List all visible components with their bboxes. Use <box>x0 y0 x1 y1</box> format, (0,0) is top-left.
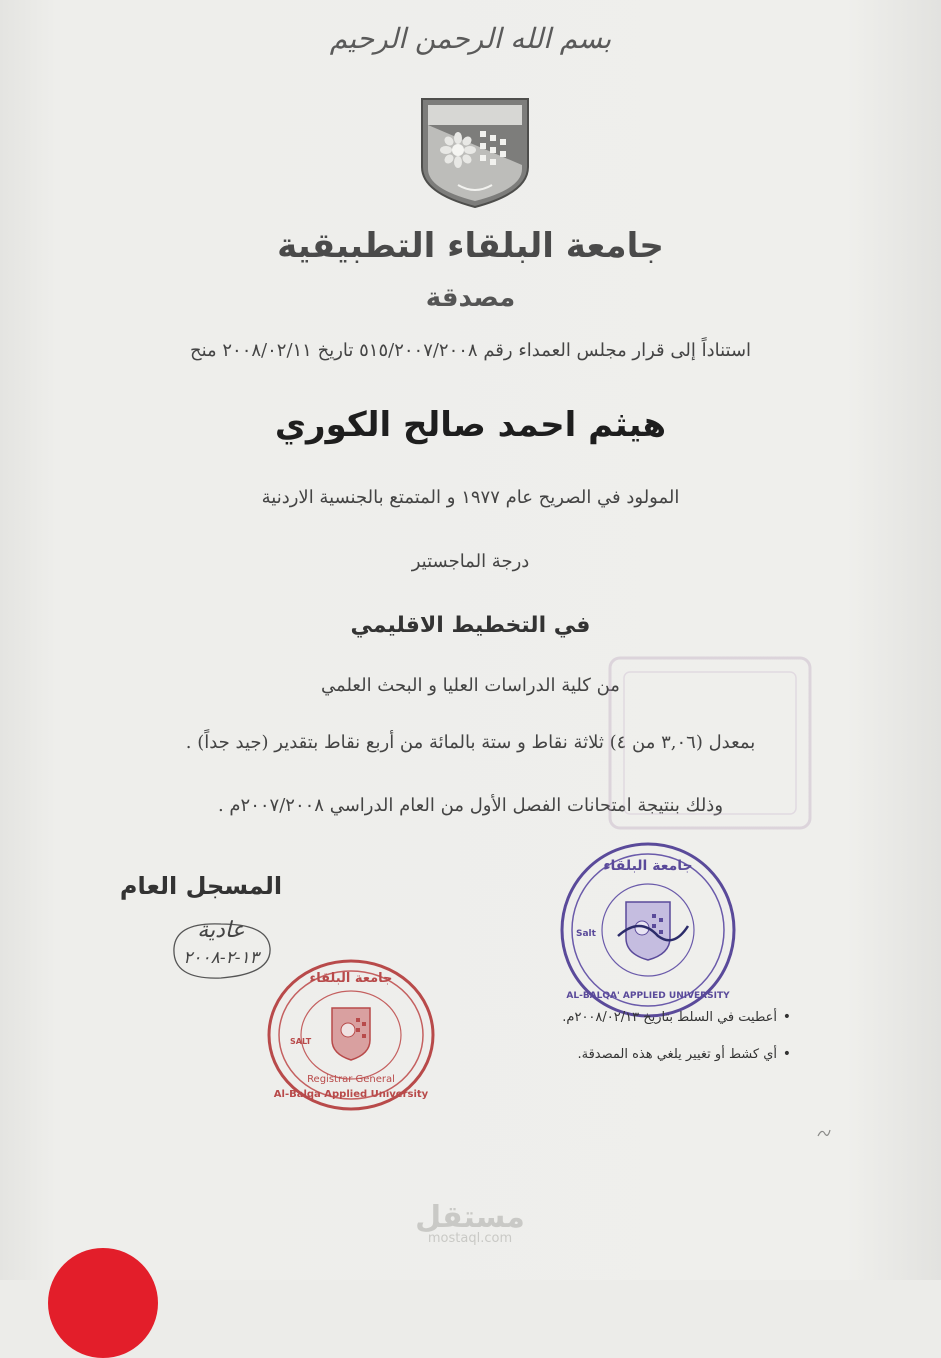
university-name: جامعة البلقاء التطبيقية <box>277 226 664 266</box>
registrar-title: المسجل العام <box>119 872 283 900</box>
watermark-url: mostaql.com <box>427 1231 513 1246</box>
svg-text:جامعة البلقاء: جامعة البلقاء <box>603 858 693 874</box>
watermark <box>400 1200 540 1246</box>
handwritten-annotation <box>166 918 276 988</box>
handwritten-word: عادية <box>197 918 245 943</box>
basmala: بسم الله الرحمن الرحيم <box>329 22 612 55</box>
degree-line: درجة الماجستير <box>411 551 530 572</box>
document-title: مصدقة <box>425 283 516 313</box>
svg-text:Al-Balqa Applied University: Al-Balqa Applied University <box>273 1089 429 1100</box>
watermark-brand: مستقل <box>415 1200 525 1235</box>
purple-stamp-english: AL-BALQA' APPLIED UNIVERSITY <box>566 991 730 1001</box>
registrar-stamp-icon <box>266 958 436 1112</box>
note-alteration-warning: • أي كشط أو تغيير يلغي هذه المصدقة. <box>562 1047 791 1062</box>
birth-line: المولود في الصريح عام ١٩٧٧ و المتمتع بالجنسية الاردنية <box>261 487 680 508</box>
major-line: في التخطيط الاقليمي <box>350 613 591 638</box>
result-line: وذلك بنتيجة امتحانات الفصل الأول من العام الدراسي ٢٠٠٧/٢٠٠٨م . <box>217 795 724 816</box>
svg-text:جامعة البلقاء: جامعة البلقاء <box>309 971 393 986</box>
handwritten-date: ١٣-٢-٢٠٠٨ <box>183 948 259 968</box>
university-logo-icon <box>418 95 532 210</box>
red-stamp-city: SALT <box>290 1037 312 1046</box>
university-stamp-icon <box>558 840 738 1020</box>
notes-list <box>562 1010 791 1084</box>
gpa-line: بمعدل (٣,٠٦ من ٤) ثلاثة نقاط و ستة بالمائة من أربع نقاط بتقدير (جيد جداً) . <box>185 732 756 753</box>
red-dot <box>48 1248 158 1358</box>
faculty-line: من كلية الدراسات العليا و البحث العلمي <box>321 675 620 696</box>
faint-background-stamp <box>600 648 820 838</box>
decision-line: استناداً إلى قرار مجلس العمداء رقم ٥١٥/٢٠٠٧/٢٠٠٨ تاريخ ٢٠٠٨/٠٢/١١ منح <box>189 340 752 361</box>
holder-name: هيثم احمد صالح الكوري <box>274 405 667 445</box>
svg-text:Registrar General: Registrar General <box>307 1074 395 1085</box>
purple-stamp-city: Salt <box>576 929 596 939</box>
pen-mark <box>816 1126 832 1140</box>
note-issue-date: • أعطيت في السلط بتاريخ ٢٠٠٨/٠٢/١٣م. <box>562 1010 791 1025</box>
